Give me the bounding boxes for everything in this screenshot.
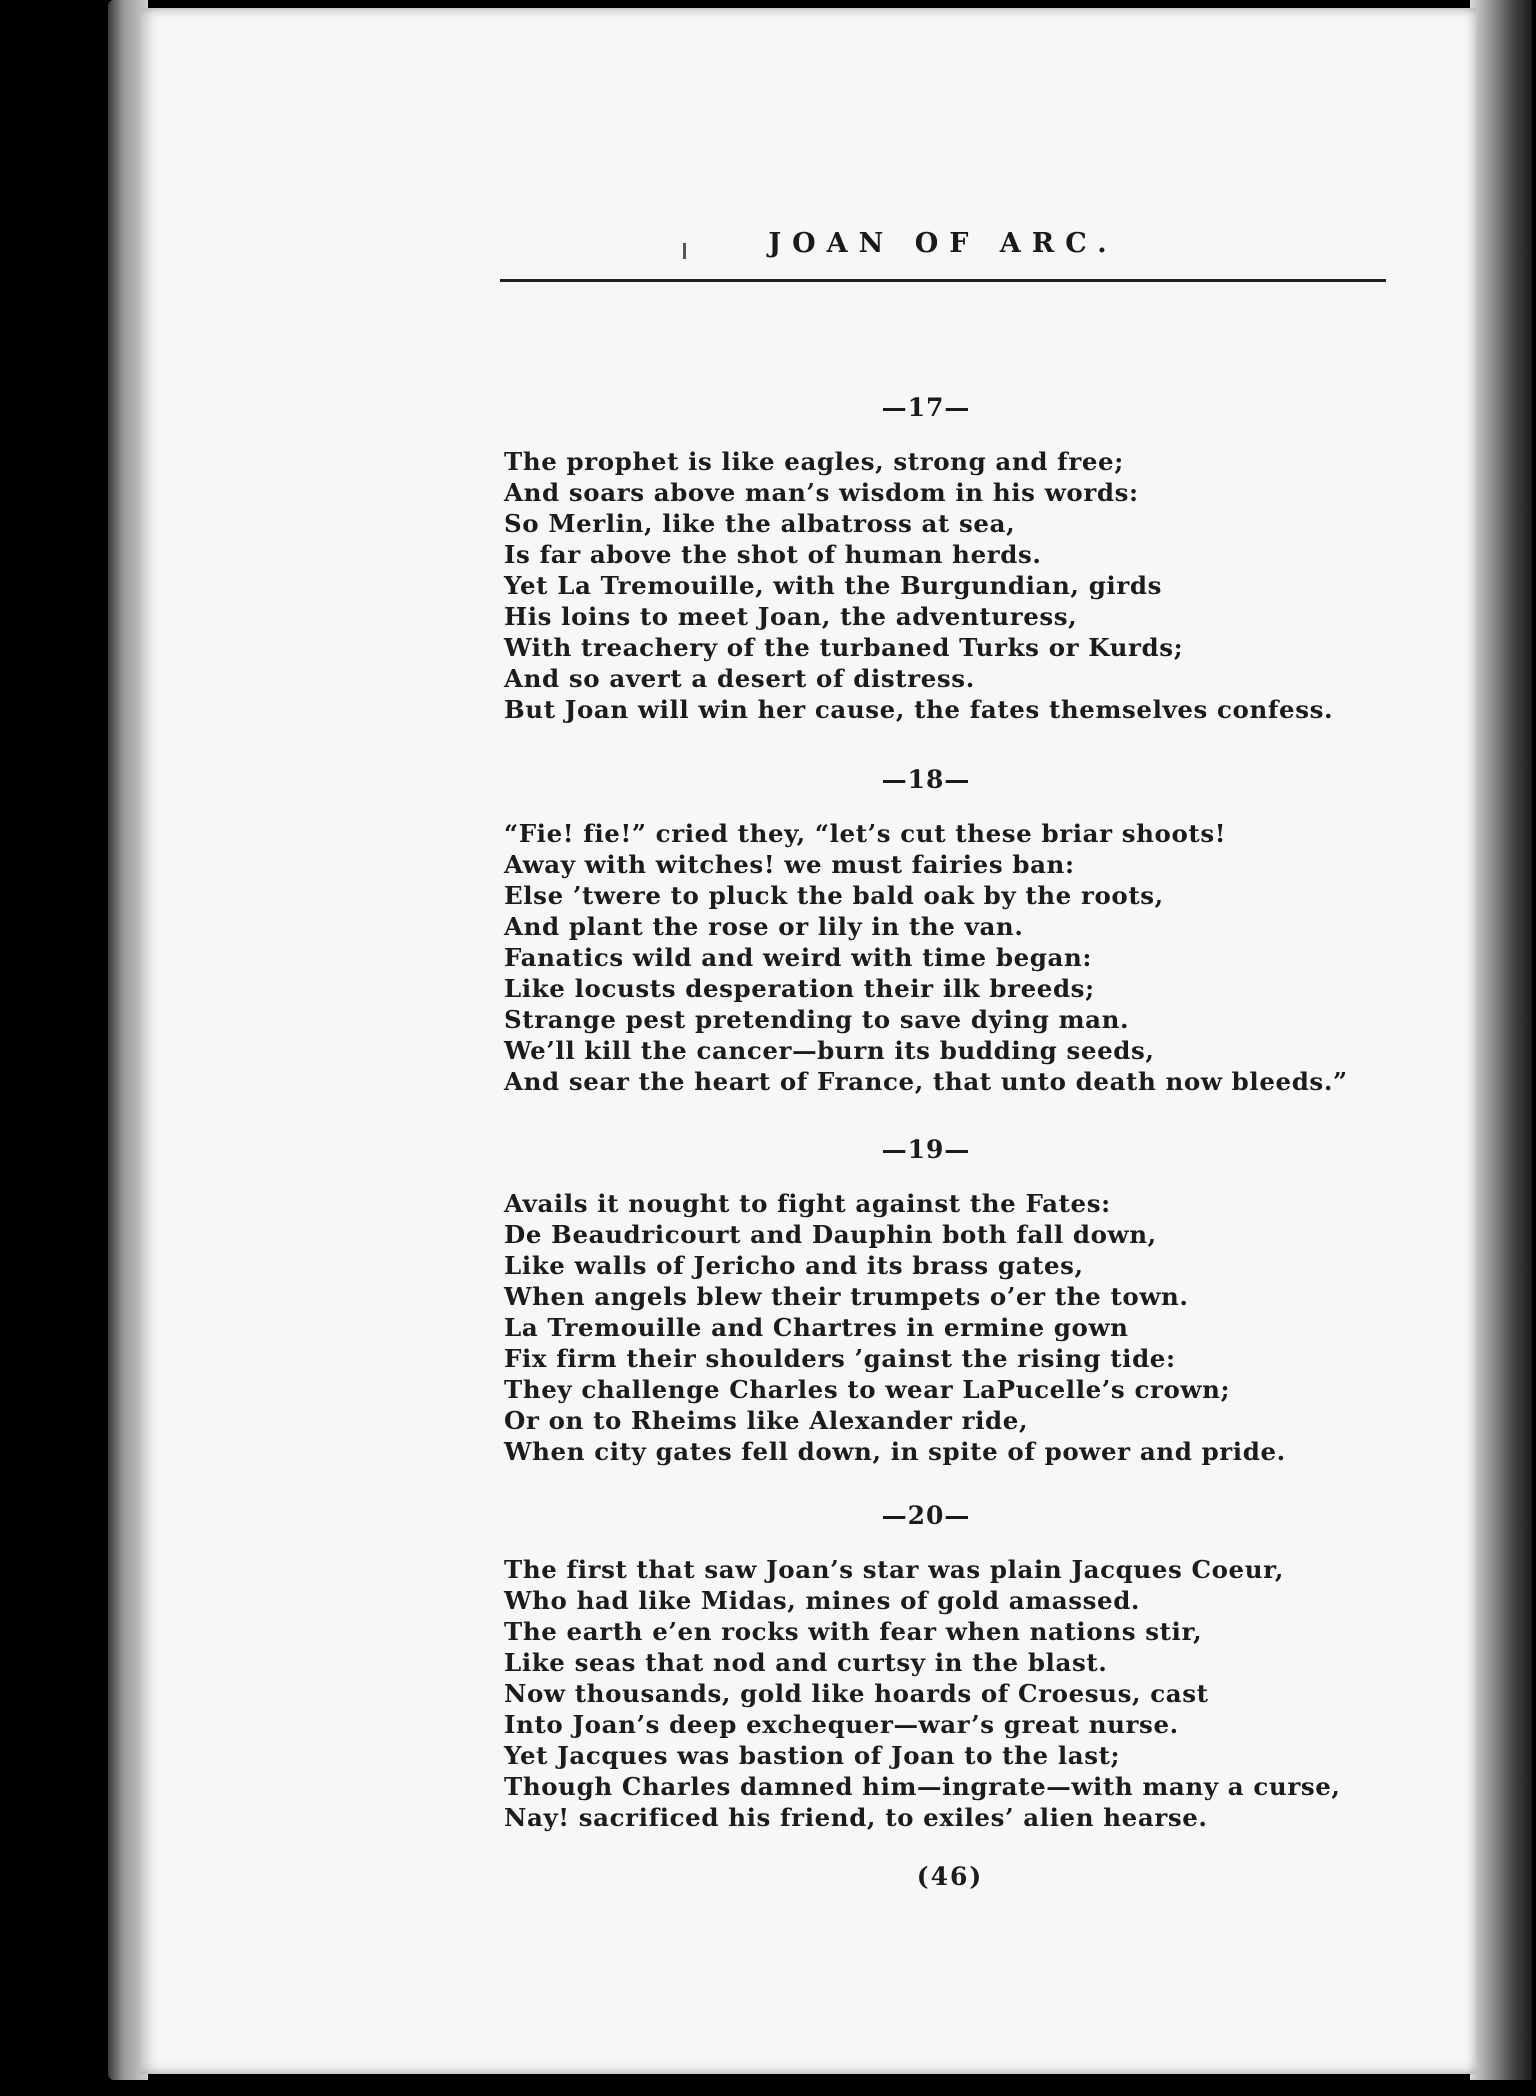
stanza-17 — [504, 393, 1404, 725]
stanza-number: —19— — [881, 1135, 971, 1164]
stanza-20 — [504, 1501, 1404, 1833]
verse-line: We’ll kill the cancer—burn its budding seeds, — [504, 1036, 1155, 1065]
page-number: (46) — [916, 1862, 984, 1891]
verse-line: “Fie! fie!” cried they, “let’s cut these briar shoots! — [504, 819, 1227, 848]
verse-line: La Tremouille and Chartres in ermine gown — [504, 1313, 1129, 1342]
stanza-number: —20— — [881, 1501, 971, 1530]
verse-line: Fanatics wild and weird with time began: — [504, 943, 1093, 972]
verse-line: Away with witches! we must fairies ban: — [504, 850, 1075, 879]
verse-line: Nay! sacrificed his friend, to exiles’ alien hearse. — [504, 1803, 1208, 1832]
verse-line: And so avert a desert of distress. — [504, 664, 975, 693]
stanza-19 — [504, 1135, 1404, 1467]
verse-line: Is far above the shot of human herds. — [504, 540, 1042, 569]
verse-line: Yet La Tremouille, with the Burgundian, girds — [504, 571, 1162, 600]
verse-line: Like walls of Jericho and its brass gates, — [504, 1251, 1084, 1280]
verse-line: Fix firm their shoulders ’gainst the rising tide: — [504, 1344, 1176, 1373]
stanza-18 — [504, 765, 1404, 1097]
verse-line: When angels blew their trumpets o’er the town. — [504, 1282, 1189, 1311]
header-rule — [500, 279, 1386, 282]
verse-line: Like locusts desperation their ilk breeds; — [504, 974, 1095, 1003]
verse-line: Into Joan’s deep exchequer—war’s great nurse. — [504, 1710, 1179, 1739]
verse-line: The prophet is like eagles, strong and free; — [504, 447, 1124, 476]
verse-line: But Joan will win her cause, the fates themselves confess. — [504, 695, 1334, 724]
verse-line: They challenge Charles to wear LaPucelle’s crown; — [504, 1375, 1231, 1404]
verse-line: De Beaudricourt and Dauphin both fall down, — [504, 1220, 1157, 1249]
verse-line: Avails it nought to fight against the Fates: — [504, 1189, 1111, 1218]
verse-line: Who had like Midas, mines of gold amassed. — [504, 1586, 1141, 1615]
verse-line: And sear the heart of France, that unto death now bleeds.” — [504, 1067, 1348, 1096]
verse-line: And plant the rose or lily in the van. — [504, 912, 1024, 941]
stanza-number: —18— — [881, 765, 971, 794]
verse-line: So Merlin, like the albatross at sea, — [504, 509, 1016, 538]
verse-line: Like seas that nod and curtsy in the blast. — [504, 1648, 1108, 1677]
verse-line: Else ’twere to pluck the bald oak by the roots, — [504, 881, 1164, 910]
verse-line: Or on to Rheims like Alexander ride, — [504, 1406, 1029, 1435]
page-edge-right — [1470, 0, 1532, 2080]
running-head: JOAN OF ARC. — [768, 228, 1118, 259]
verse-line: The first that saw Joan’s star was plain Jacques Coeur, — [504, 1555, 1284, 1584]
verse-line: Now thousands, gold like hoards of Croesus, cast — [504, 1679, 1209, 1708]
verse-line: Strange pest pretending to save dying man. — [504, 1005, 1130, 1034]
verse-line: The earth e’en rocks with fear when nations stir, — [504, 1617, 1203, 1646]
verse-line: His loins to meet Joan, the adventuress, — [504, 602, 1078, 631]
book-page — [140, 8, 1476, 2074]
verse-line: Though Charles damned him—ingrate—with many a curse, — [504, 1772, 1341, 1801]
verse-line: With treachery of the turbaned Turks or Kurds; — [504, 633, 1184, 662]
verse-line: When city gates fell down, in spite of power and pride. — [504, 1437, 1286, 1466]
stanza-number: —17— — [881, 393, 971, 422]
verse-line: Yet Jacques was bastion of Joan to the last; — [504, 1741, 1121, 1770]
verse-line: And soars above man’s wisdom in his words: — [504, 478, 1139, 507]
